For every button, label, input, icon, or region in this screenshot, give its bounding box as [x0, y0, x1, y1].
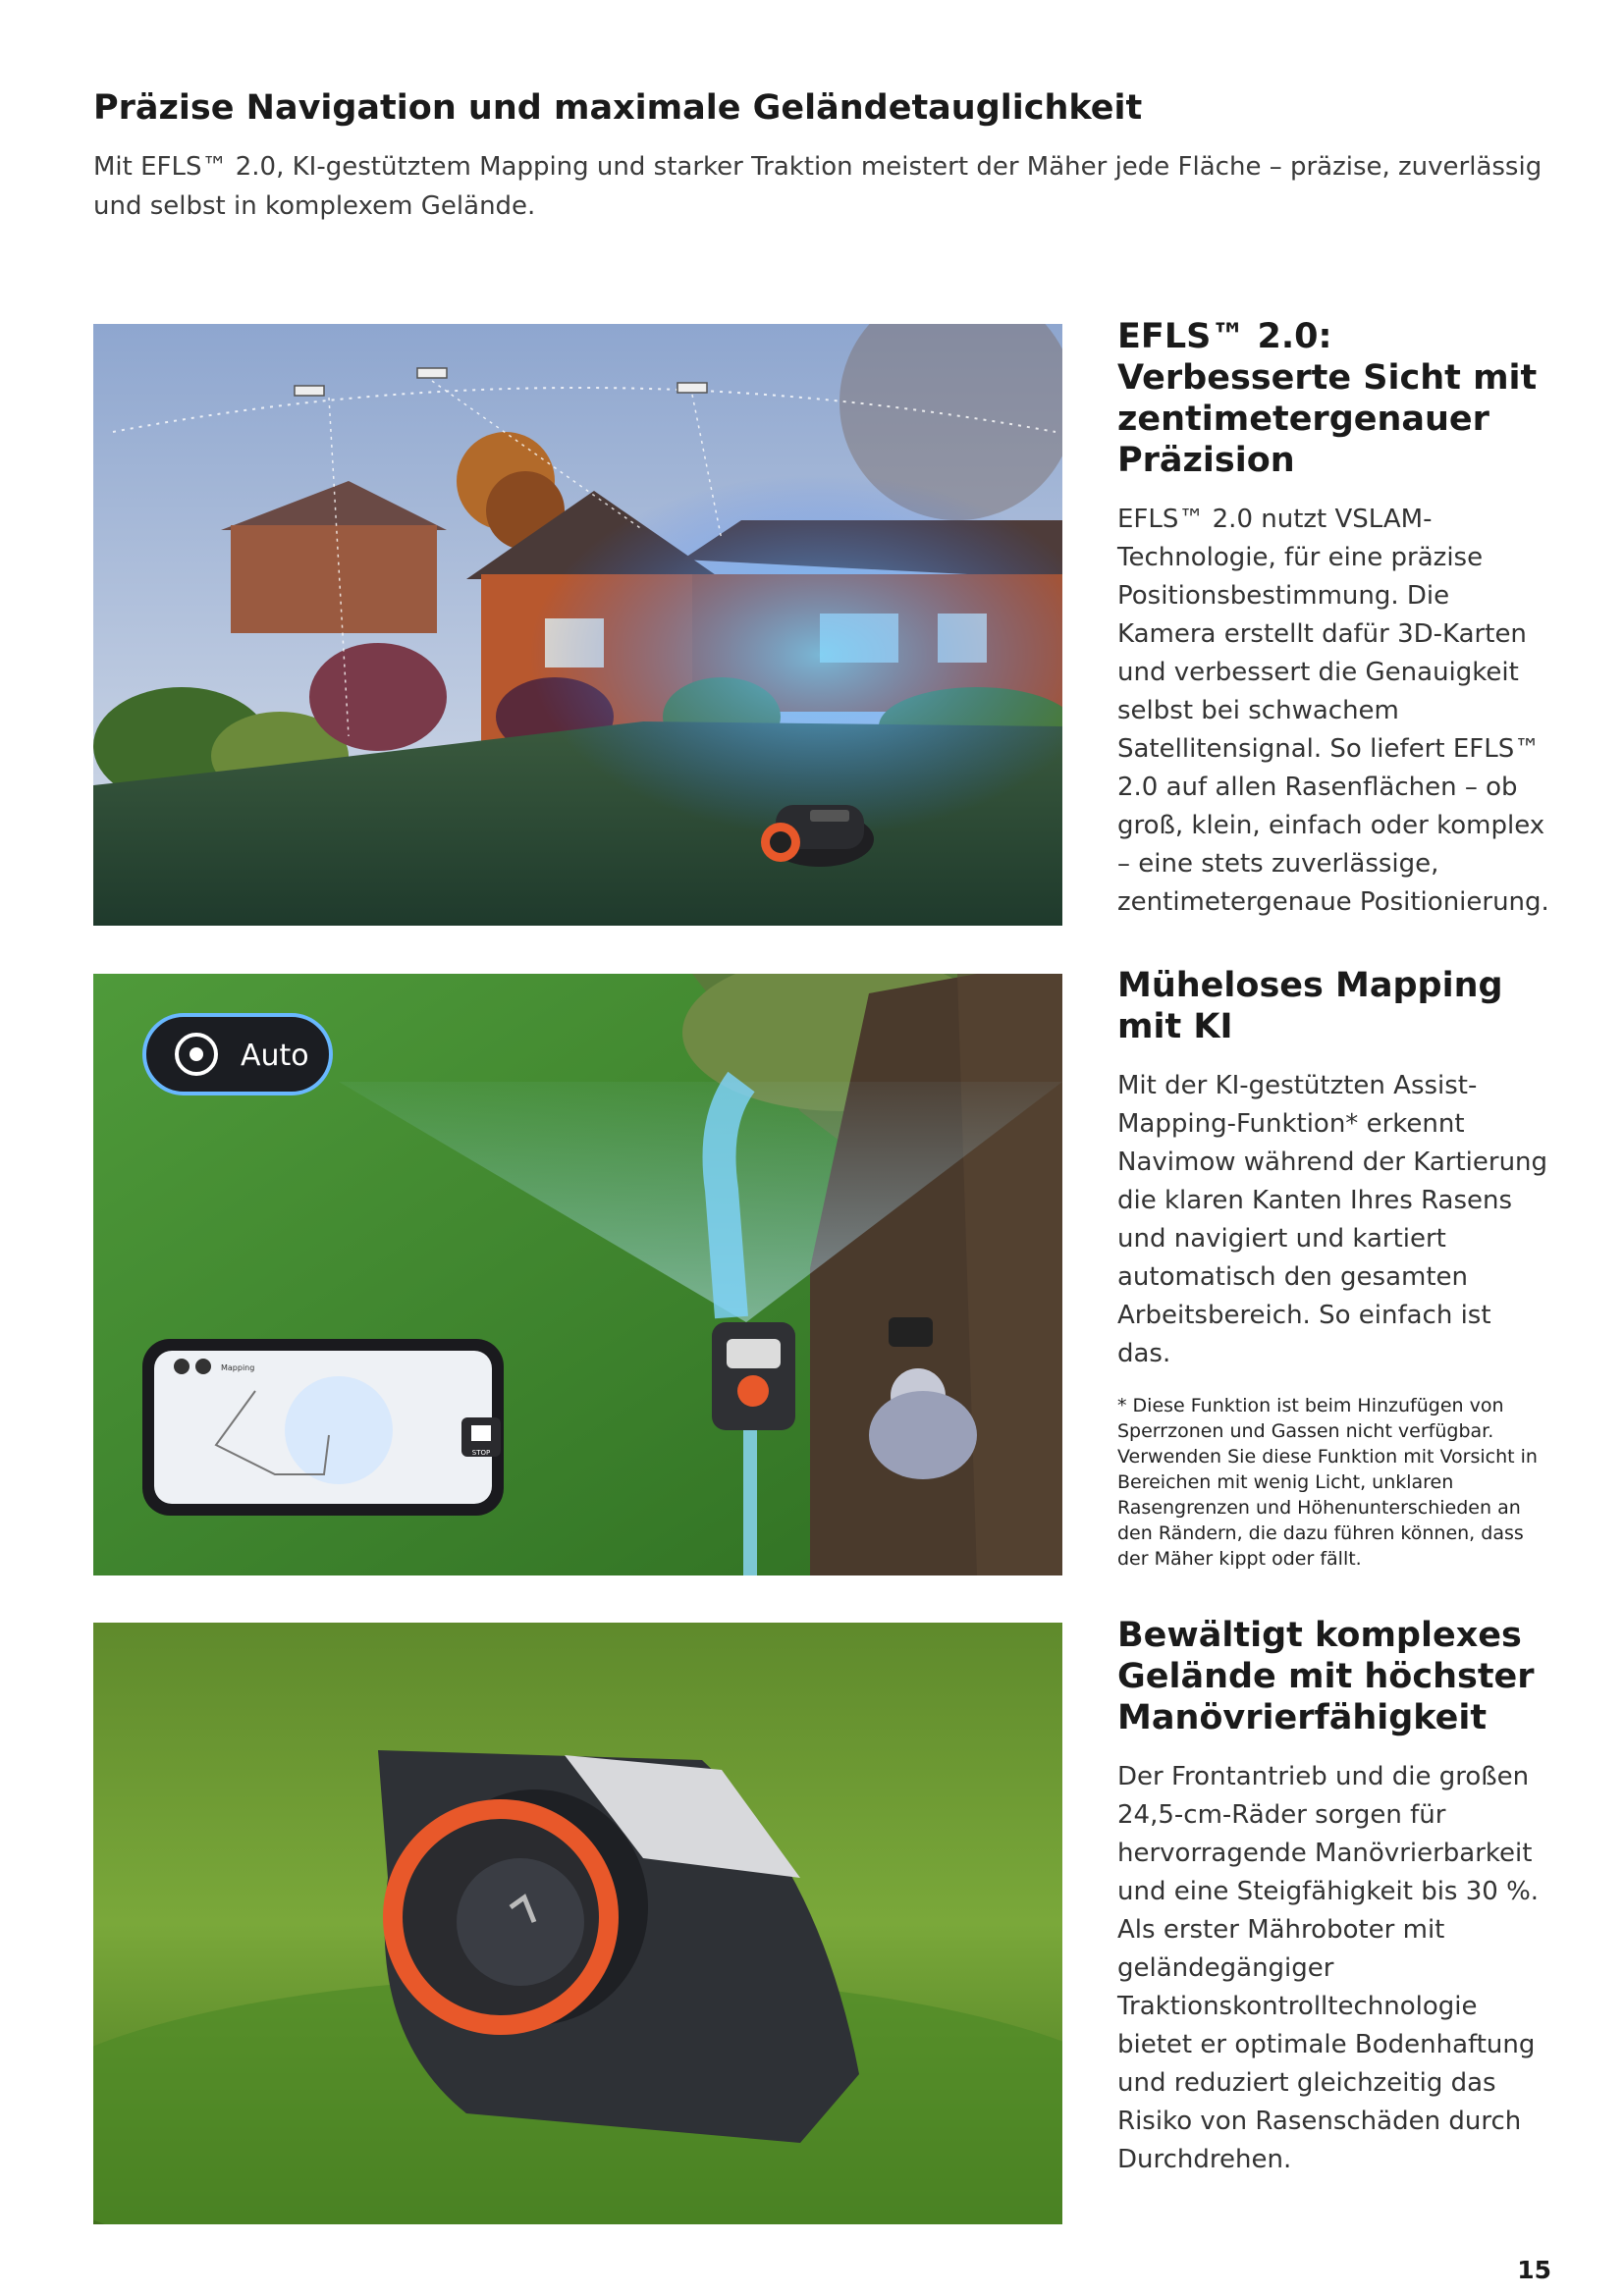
section-efls	[1117, 316, 1549, 922]
section-body: Mit der KI-gestützten Assist-Mapping-Funktion* erkennt Navimow während der Kartierung die klaren Kanten Ihres Rasens und navigiert und kartiert automatisch den gesamten Arbeitsbereich. So einfach ist das.	[1117, 1071, 1548, 1368]
garden-satellite-photo	[93, 324, 1062, 926]
page-number: 15	[1517, 2256, 1551, 2284]
auto-mode-pill	[144, 1015, 331, 1094]
phone-app-mockup	[142, 1339, 504, 1516]
section-body: EFLS™ 2.0 nutzt VSLAM-Technologie, für eine präzise Positionsbestimmung. Die Kamera erstellt dafür 3D-Karten und verbessert die Genauigkeit selbst bei schwachem Satellitensignal. So liefert EFLS™ 2.0 auf allen Rasenflächen – ob groß, klein, einfach oder komplex – eine stets zuverlässige, zentimetergenaue Positionierung.	[1117, 505, 1549, 917]
ai-mapping-photo	[93, 974, 1062, 1575]
section-heading: EFLS™ 2.0: Verbesserte Sicht mit zentimetergenauer Präzision	[1117, 317, 1538, 480]
phone-header-label: Mapping	[221, 1363, 255, 1372]
stop-button-label: STOP	[471, 1449, 491, 1457]
mower-slope-photo	[93, 1623, 1062, 2224]
section-footnote: * Diese Funktion ist beim Hinzufügen von Sperrzonen und Gassen nicht verfügbar. Verwenden Sie diese Funktion mit Vorsicht in Bereichen mit wenig Licht, unklaren Rasengrenzen und Höhenunterschieden an den Rändern, die dazu führen können, dass der Mäher kippt oder fällt.	[1117, 1395, 1538, 1570]
section-terrain	[1117, 1615, 1549, 2179]
auto-mode-label: Auto	[241, 1039, 309, 1073]
section-body: Der Frontantrieb und die großen 24,5-cm-Räder sorgen für hervorragende Manövrierbarkeit und eine Steigfähigkeit bis 30 %. Als erster Mähroboter mit geländegängiger Traktionskontrolltechnologie bietet er optimale Bodenhaftung und reduziert gleichzeitig das Risiko von Rasenschäden durch Durchdrehen.	[1117, 1762, 1540, 2174]
ai-mapping-illustration	[93, 974, 1062, 1575]
garden-satellite-illustration	[93, 324, 1062, 926]
section-ai-mapping	[1117, 965, 1549, 1572]
section-heading: Bewältigt komplexes Gelände mit höchster Manövrierfähigkeit	[1117, 1616, 1535, 1737]
section-heading: Müheloses Mapping mit KI	[1117, 966, 1503, 1046]
page-title: Präzise Navigation und maximale Geländetauglichkeit	[93, 88, 1143, 128]
intro-text: Mit EFLS™ 2.0, KI-gestütztem Mapping und starker Traktion meistert der Mäher jede Fläche – präzise, zuverlässig und selbst in komplexem Gelände.	[93, 152, 1543, 221]
mower-slope-illustration	[93, 1623, 1062, 2224]
